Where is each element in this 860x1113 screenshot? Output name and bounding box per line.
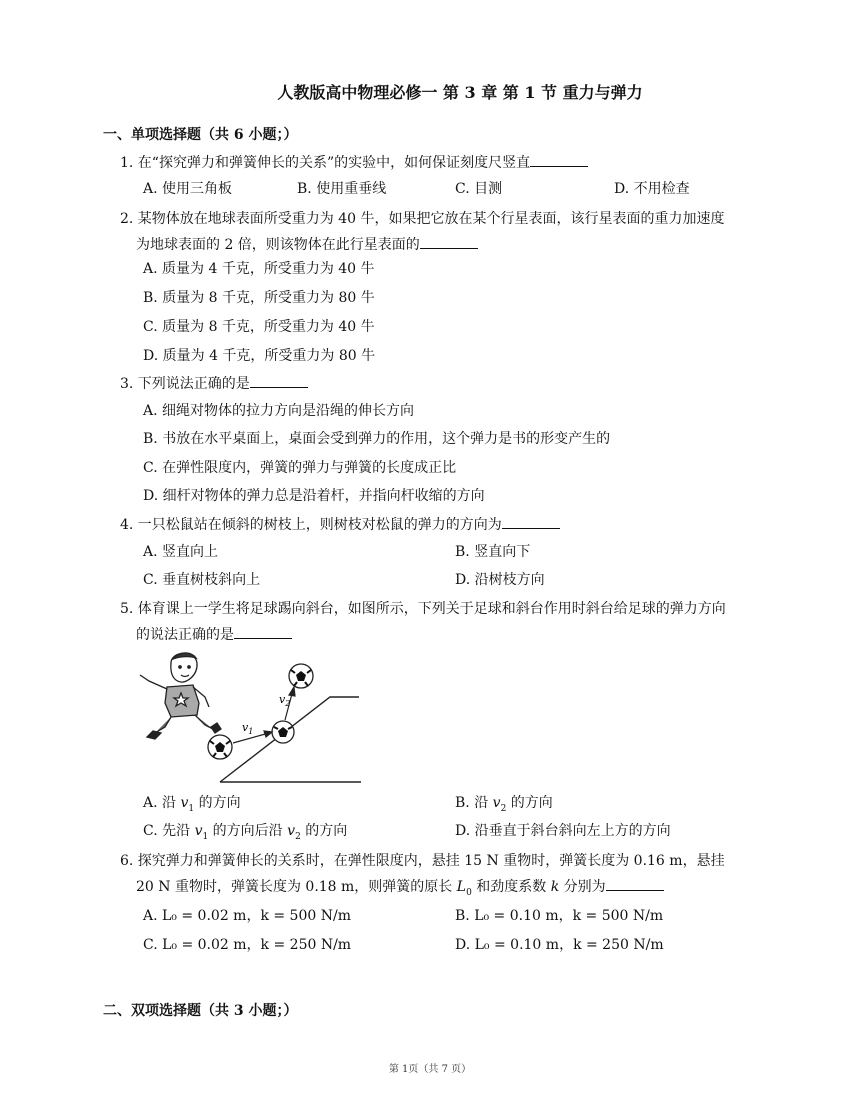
question-4-option-c: C. 垂直树枝斜向上 <box>143 572 261 588</box>
question-4-option-b: B. 竖直向下 <box>455 544 531 560</box>
answer-blank <box>606 876 664 891</box>
question-3-option-b: B. 书放在水平桌面上，桌面会受到弹力的作用，这个弹力是书的形变产生的 <box>143 431 611 447</box>
question-5-option-c: C. 先沿 $v_1$ 的方向后沿 $v_2$ 的方向 <box>143 823 348 842</box>
answer-blank <box>420 234 478 249</box>
ball-3 <box>289 664 313 688</box>
question-6 <box>120 848 780 906</box>
question-1-option-a: A. 使用三角板 <box>143 181 233 197</box>
question-4 <box>120 512 760 538</box>
question-2-option-b: B. 质量为 8 千克，所受重力为 80 牛 <box>143 290 375 306</box>
question-2-option-c: C. 质量为 8 千克，所受重力为 40 牛 <box>143 319 375 335</box>
question-1-option-c: C. 目测 <box>455 181 503 197</box>
question-3-stem: 3. 下列说法正确的是 <box>120 376 250 392</box>
answer-blank <box>530 152 588 167</box>
question-5-stem-line1: 5. 体育课上一学生将足球踢向斜台，如图所示，下列关于足球和斜台作用时斜台给足球的弹力方向 <box>120 601 726 617</box>
question-3-option-d: D. 细杆对物体的弹力总是沿着杆，并指向杆收缩的方向 <box>143 488 485 504</box>
question-1-option-b: B. 使用重垂线 <box>297 181 387 197</box>
question-5-stem-line2: 的说法正确的是 <box>136 627 234 643</box>
question-6-option-a: A. L₀ = 0.02 m，k = 500 N/m <box>143 908 351 924</box>
question-5-option-b: B. 沿 $v_2$ 的方向 <box>455 795 553 814</box>
question-1-option-d: D. 不用检查 <box>614 181 690 197</box>
question-5-option-d: D. 沿垂直于斜台斜向左上方的方向 <box>455 823 671 839</box>
question-5-option-a: A. 沿 $v_1$ 的方向 <box>143 795 241 814</box>
question-6-stem-line2: 20 N 重物时，弹簧长度为 0.18 m，则弹簧的原长 $L_0$ 和劲度系数 k 分别为 <box>120 874 780 906</box>
question-5 <box>120 596 780 648</box>
ball-2 <box>272 721 294 743</box>
question-6-option-b: B. L₀ = 0.10 m，k = 500 N/m <box>455 908 664 924</box>
kick-ball-incline-figure <box>135 645 365 785</box>
question-1 <box>120 150 760 176</box>
question-1-stem: 1. 在“探究弹力和弹簧伸长的关系”的实验中，如何保证刻度尺竖直 <box>120 155 531 171</box>
answer-blank <box>502 514 560 529</box>
question-6-stem-line1: 6. 探究弹力和弹簧伸长的关系时，在弹性限度内，悬挂 15 N 重物时，弹簧长度为 0.16 m，悬挂 <box>120 853 725 869</box>
v2-label: $v_2$ <box>279 693 291 708</box>
question-4-stem: 4. 一只松鼠站在倾斜的树枝上，则树枝对松鼠的弹力的方向为 <box>120 517 502 533</box>
question-3 <box>120 371 760 397</box>
ball-1 <box>208 735 232 759</box>
page-title: 人教版高中物理必修一 第 3 章 第 1 节 重力与弹力 <box>277 83 643 102</box>
question-6-option-d: D. L₀ = 0.10 m，k = 250 N/m <box>455 937 664 953</box>
question-4-option-d: D. 沿树枝方向 <box>455 572 545 588</box>
v1-label: $v_1$ <box>242 721 254 736</box>
question-2-option-a: A. 质量为 4 千克，所受重力为 40 牛 <box>143 261 375 277</box>
answer-blank <box>234 624 292 639</box>
question-3-option-c: C. 在弹性限度内，弹簧的弹力与弹簧的长度成正比 <box>143 460 457 476</box>
question-6-option-c: C. L₀ = 0.02 m，k = 250 N/m <box>143 937 352 953</box>
student-figure <box>140 653 221 739</box>
question-2-stem-line2: 为地球表面的 2 倍，则该物体在此行星表面的 <box>136 237 420 253</box>
question-2 <box>120 206 780 258</box>
question-2-option-d: D. 质量为 4 千克，所受重力为 80 牛 <box>143 348 376 364</box>
question-3-option-a: A. 细绳对物体的拉力方向是沿绳的伸长方向 <box>143 403 415 419</box>
question-2-stem-line1: 2. 某物体放在地球表面所受重力为 40 牛，如果把它放在某个行星表面，该行星表面的重力加速度 <box>120 211 725 227</box>
section-heading-single-choice: 一、单项选择题（共 6 小题；） <box>103 127 298 143</box>
answer-blank <box>250 373 308 388</box>
question-4-option-a: A. 竖直向上 <box>143 544 219 560</box>
page-footer: 第 1页（共 7 页） <box>388 1064 472 1075</box>
section-heading-double-choice: 二、双项选择题（共 3 小题；） <box>103 1003 298 1019</box>
